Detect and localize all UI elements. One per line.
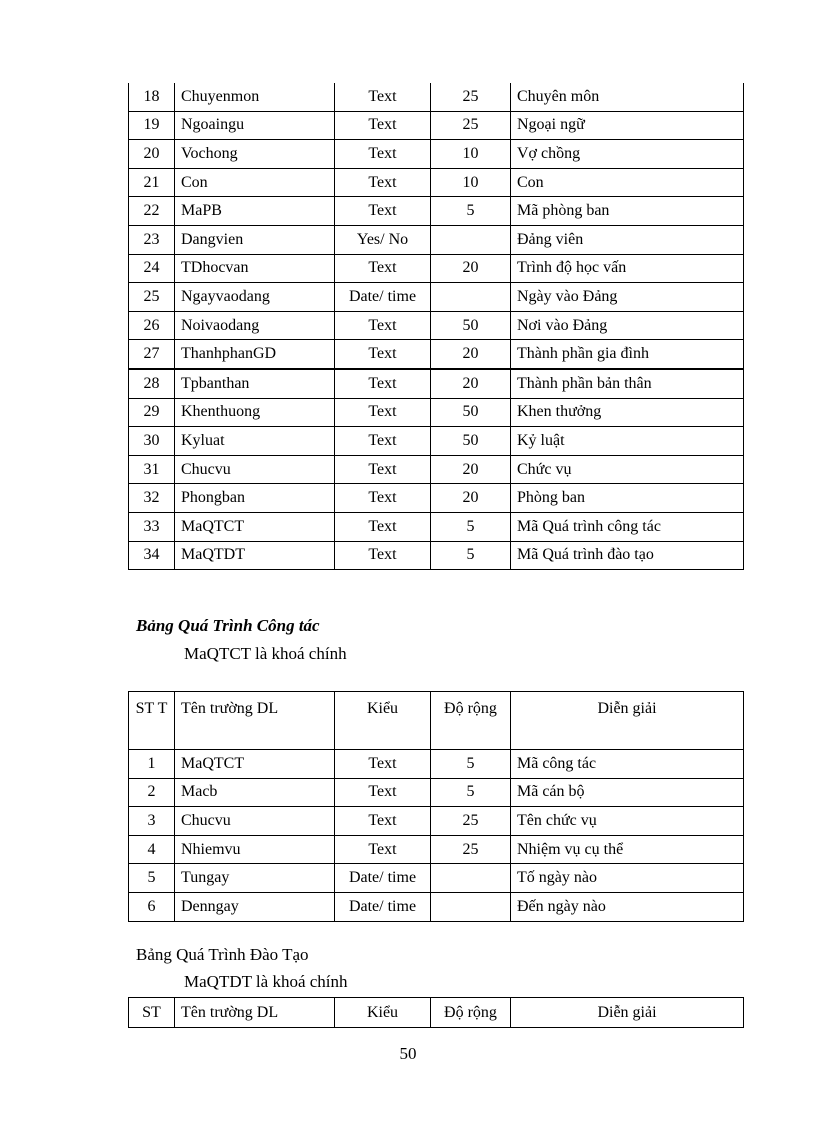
table-row <box>129 283 744 312</box>
cell-stt: 1 <box>129 750 175 779</box>
cell-description: Tên chức vụ <box>511 807 744 836</box>
table-row <box>129 168 744 197</box>
cell-description: Chuyên môn <box>511 83 744 111</box>
cell-width: 5 <box>431 750 511 779</box>
cell-stt: 31 <box>129 455 175 484</box>
cell-description: Mã Quá trình công tác <box>511 512 744 541</box>
table-row <box>129 83 744 111</box>
section-subtitle-dao-tao: MaQTDT là khoá chính <box>184 972 348 991</box>
cell-stt: 22 <box>129 197 175 226</box>
cell-description: Thành phần bản thân <box>511 369 744 398</box>
cell-description: Tố ngày nào <box>511 864 744 893</box>
cell-description: Vợ chồng <box>511 140 744 169</box>
cell-width <box>431 283 511 312</box>
cell-type: Text <box>335 835 431 864</box>
cell-field-name: MaQTCT <box>175 750 335 779</box>
cell-stt: 4 <box>129 835 175 864</box>
table-row <box>129 369 744 398</box>
cell-description: Kỷ luật <box>511 427 744 456</box>
table-row <box>129 340 744 369</box>
cell-field-name: MaQTDT <box>175 541 335 570</box>
section-subtitle-cong-tac: MaQTCT là khoá chính <box>184 644 347 663</box>
qua-trinh-cong-tac-table <box>128 691 744 922</box>
table-row <box>129 807 744 836</box>
header-type: Kiểu <box>335 998 431 1028</box>
cell-width: 50 <box>431 311 511 340</box>
cell-field-name: Chuyenmon <box>175 83 335 111</box>
cell-field-name: Noivaodang <box>175 311 335 340</box>
cell-field-name: TDhocvan <box>175 254 335 283</box>
table-row <box>129 835 744 864</box>
cell-type: Text <box>335 168 431 197</box>
cell-field-name: Nhiemvu <box>175 835 335 864</box>
cell-width: 50 <box>431 398 511 427</box>
cell-width: 5 <box>431 512 511 541</box>
cell-stt: 21 <box>129 168 175 197</box>
header-stt <box>129 692 175 750</box>
table-row <box>129 427 744 456</box>
cell-field-name: Chucvu <box>175 455 335 484</box>
cell-description: Mã phòng ban <box>511 197 744 226</box>
cell-field-name: Phongban <box>175 484 335 513</box>
header-field-name: Tên trường DL <box>175 692 335 750</box>
cell-description: Mã cán bộ <box>511 778 744 807</box>
cell-description: Khen thưởng <box>511 398 744 427</box>
table-row <box>129 111 744 140</box>
cell-type: Text <box>335 111 431 140</box>
cell-type: Text <box>335 254 431 283</box>
cell-field-name: Khenthuong <box>175 398 335 427</box>
cell-stt: 18 <box>129 83 175 111</box>
header-stt-label: ST T <box>135 700 168 717</box>
cell-stt: 19 <box>129 111 175 140</box>
cell-type: Yes/ No <box>335 225 431 254</box>
cell-width: 10 <box>431 140 511 169</box>
table-row <box>129 541 744 570</box>
cell-field-name: Vochong <box>175 140 335 169</box>
cell-field-name: Con <box>175 168 335 197</box>
cell-width: 25 <box>431 835 511 864</box>
header-field-name: Tên trường DL <box>175 998 335 1028</box>
table-row <box>129 254 744 283</box>
cell-type: Text <box>335 750 431 779</box>
cell-field-name: Chucvu <box>175 807 335 836</box>
cell-width <box>431 864 511 893</box>
cell-width: 25 <box>431 111 511 140</box>
cell-description: Chức vụ <box>511 455 744 484</box>
cell-field-name: Macb <box>175 778 335 807</box>
cell-stt: 2 <box>129 778 175 807</box>
cell-width: 25 <box>431 83 511 111</box>
table-row <box>129 140 744 169</box>
cell-type: Date/ time <box>335 283 431 312</box>
section-title-cong-tac: Bảng Quá Trình Công tác <box>136 616 320 635</box>
cell-type: Text <box>335 807 431 836</box>
cell-description: Phòng ban <box>511 484 744 513</box>
cell-stt: 28 <box>129 369 175 398</box>
cell-description: Con <box>511 168 744 197</box>
section-title-dao-tao: Bảng Quá Trình Đào Tạo <box>136 945 309 964</box>
cell-type: Date/ time <box>335 892 431 921</box>
header-type: Kiểu <box>335 692 431 750</box>
cell-stt: 30 <box>129 427 175 456</box>
cell-type: Date/ time <box>335 864 431 893</box>
cell-width <box>431 225 511 254</box>
cell-stt: 33 <box>129 512 175 541</box>
table-row <box>129 311 744 340</box>
cell-width: 50 <box>431 427 511 456</box>
header-width: Độ rộng <box>431 998 511 1028</box>
cell-stt: 26 <box>129 311 175 340</box>
header-stt: ST <box>129 998 175 1028</box>
cell-description: Trình độ học vấn <box>511 254 744 283</box>
cell-description: Mã công tác <box>511 750 744 779</box>
cell-stt: 6 <box>129 892 175 921</box>
table-row <box>129 225 744 254</box>
table-row <box>129 197 744 226</box>
cell-type: Text <box>335 369 431 398</box>
header-description: Diễn giải <box>511 998 744 1028</box>
cell-description: Mã Quá trình đào tạo <box>511 541 744 570</box>
cell-type: Text <box>335 541 431 570</box>
table-row <box>129 484 744 513</box>
table-header-row <box>129 998 744 1028</box>
cell-description: Ngoại ngữ <box>511 111 744 140</box>
cell-width: 20 <box>431 340 511 369</box>
cell-stt: 24 <box>129 254 175 283</box>
cell-width: 5 <box>431 778 511 807</box>
cell-width <box>431 892 511 921</box>
cell-width: 20 <box>431 369 511 398</box>
table-row <box>129 750 744 779</box>
cell-type: Text <box>335 197 431 226</box>
cell-field-name: Ngoaingu <box>175 111 335 140</box>
cell-description: Đảng viên <box>511 225 744 254</box>
cell-type: Text <box>335 427 431 456</box>
cell-width: 5 <box>431 197 511 226</box>
cell-stt: 29 <box>129 398 175 427</box>
cell-type: Text <box>335 484 431 513</box>
cell-type: Text <box>335 398 431 427</box>
cell-width: 20 <box>431 254 511 283</box>
table-header-row <box>129 692 744 750</box>
cell-type: Text <box>335 455 431 484</box>
cell-field-name: Ngayvaodang <box>175 283 335 312</box>
table-row <box>129 512 744 541</box>
cell-field-name: Dangvien <box>175 225 335 254</box>
cell-stt: 23 <box>129 225 175 254</box>
cell-field-name: Tungay <box>175 864 335 893</box>
cell-width: 20 <box>431 484 511 513</box>
qua-trinh-dao-tao-table <box>128 997 744 1028</box>
cell-description: Đến ngày nào <box>511 892 744 921</box>
cell-field-name: Denngay <box>175 892 335 921</box>
table-row <box>129 778 744 807</box>
cell-stt: 20 <box>129 140 175 169</box>
cell-type: Text <box>335 512 431 541</box>
page-number: 50 <box>399 1044 417 1063</box>
cell-type: Text <box>335 311 431 340</box>
cell-field-name: Tpbanthan <box>175 369 335 398</box>
cell-width: 20 <box>431 455 511 484</box>
cell-width: 10 <box>431 168 511 197</box>
header-width: Độ rộng <box>431 692 511 750</box>
cell-stt: 27 <box>129 340 175 369</box>
cell-width: 5 <box>431 541 511 570</box>
table-row <box>129 892 744 921</box>
cell-type: Text <box>335 83 431 111</box>
cell-width: 25 <box>431 807 511 836</box>
cell-description: Ngày vào Đảng <box>511 283 744 312</box>
cell-type: Text <box>335 140 431 169</box>
header-description: Diễn giải <box>511 692 744 750</box>
cell-stt: 32 <box>129 484 175 513</box>
cell-stt: 5 <box>129 864 175 893</box>
cell-description: Thành phần gia đình <box>511 340 744 369</box>
cell-type: Text <box>335 778 431 807</box>
cell-field-name: Kyluat <box>175 427 335 456</box>
cell-description: Nơi vào Đảng <box>511 311 744 340</box>
cell-field-name: MaQTCT <box>175 512 335 541</box>
field-table-continued <box>128 83 744 570</box>
table-row <box>129 455 744 484</box>
cell-stt: 3 <box>129 807 175 836</box>
cell-stt: 25 <box>129 283 175 312</box>
cell-stt: 34 <box>129 541 175 570</box>
table-row <box>129 864 744 893</box>
cell-field-name: ThanhphanGD <box>175 340 335 369</box>
cell-description: Nhiệm vụ cụ thể <box>511 835 744 864</box>
table-row <box>129 398 744 427</box>
cell-type: Text <box>335 340 431 369</box>
cell-field-name: MaPB <box>175 197 335 226</box>
